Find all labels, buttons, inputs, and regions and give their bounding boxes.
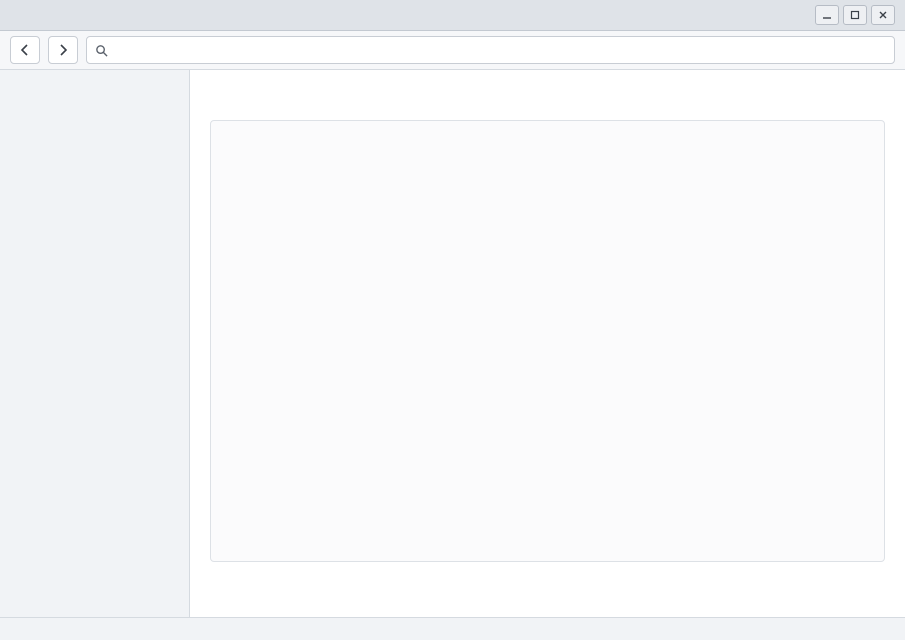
content-area [210, 120, 885, 562]
search-box [86, 36, 895, 64]
search-input[interactable] [114, 42, 886, 58]
minimize-button[interactable] [815, 5, 839, 25]
search-icon [95, 44, 108, 57]
page-title [210, 86, 885, 110]
body [0, 70, 905, 617]
close-icon [878, 10, 888, 20]
window-controls [815, 5, 895, 25]
maximize-icon [850, 10, 860, 20]
maximize-button[interactable] [843, 5, 867, 25]
title-bar [0, 0, 905, 31]
back-arrow-icon [18, 43, 32, 57]
close-button[interactable] [871, 5, 895, 25]
main-content [190, 70, 905, 617]
forward-button[interactable] [48, 36, 78, 64]
back-button[interactable] [10, 36, 40, 64]
sidebar [0, 70, 190, 617]
minimize-icon [822, 10, 832, 20]
toolbar [0, 31, 905, 70]
status-bar [0, 617, 905, 640]
forward-arrow-icon [56, 43, 70, 57]
